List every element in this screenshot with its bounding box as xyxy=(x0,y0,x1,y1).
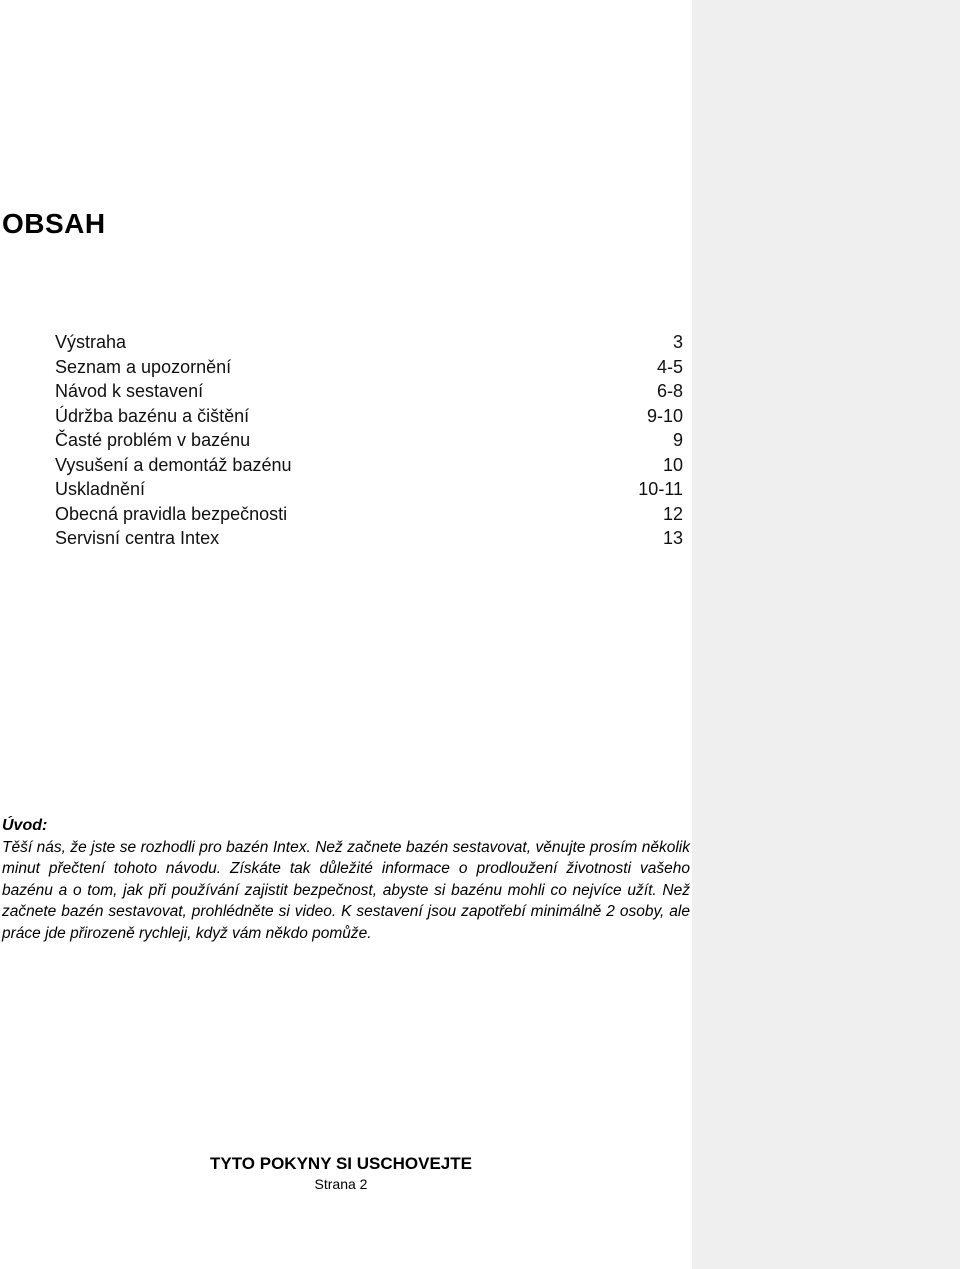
toc-entry-label: Seznam a upozornění xyxy=(55,356,232,377)
toc-entry xyxy=(55,502,685,527)
toc-entry-label: Výstraha xyxy=(55,332,127,352)
toc-entry-label: Časté problém v bazénu xyxy=(55,430,251,450)
toc-entry-page: 4-5 xyxy=(656,356,683,377)
toc-entry xyxy=(55,453,685,478)
toc-entry xyxy=(55,526,685,551)
right-margin-panel xyxy=(692,0,960,1269)
toc-entry-label: Návod k sestavení xyxy=(55,381,204,401)
toc-entry xyxy=(55,428,685,453)
toc-entry-page: 13 xyxy=(662,528,683,548)
toc-entry xyxy=(55,404,685,429)
toc-entry-label: Vysušení a demontáž bazénu xyxy=(55,454,292,475)
toc-entry-page: 9 xyxy=(672,430,683,450)
intro-paragraph: Těší nás, že jste se rozhodli pro bazén Intex. Než začnete bazén sestavovat, věnujte prosím několik minut přečtení tohoto návodu. Získáte tak důležité informace o prodloužení životnosti vašeho bazénu a o tom, jak při používání zajistit bezpečnost, abyste si bazénu mohli co nejvíce užít. Než začnete bazén sestavovat, prohlédněte si video. K sestavení jsou zapotřebí minimálně 2 osoby, ale práce jde přirozeně rychleji, když vám někdo pomůže. xyxy=(2,839,690,942)
toc-entry xyxy=(55,477,685,502)
toc-entry-page: 3 xyxy=(672,332,683,352)
intro-heading: Úvod: xyxy=(2,817,48,834)
toc-entry-page: 10 xyxy=(662,454,683,475)
toc-entry-page: 6-8 xyxy=(656,381,683,401)
toc-entry-label: Servisní centra Intex xyxy=(55,528,220,548)
toc-entry xyxy=(55,330,685,355)
toc-entry-label: Obecná pravidla bezpečnosti xyxy=(55,503,288,524)
toc-entry-page: 12 xyxy=(662,503,683,524)
page-number: Strana 2 xyxy=(314,1176,368,1192)
table-of-contents xyxy=(55,330,685,551)
toc-entry xyxy=(55,379,685,404)
page-title: OBSAH xyxy=(2,208,106,239)
toc-entry-label: Údržba bazénu a čištění xyxy=(55,405,250,426)
page-footer xyxy=(0,1153,682,1193)
toc-entry-label: Uskladnění xyxy=(55,479,146,499)
toc-entry-page: 9-10 xyxy=(646,405,683,426)
toc-entry-page: 10-11 xyxy=(638,479,683,499)
footer-notice: TYTO POKYNY SI USCHOVEJTE xyxy=(210,1154,472,1173)
intro-section xyxy=(2,815,690,944)
toc-entry xyxy=(55,355,685,380)
